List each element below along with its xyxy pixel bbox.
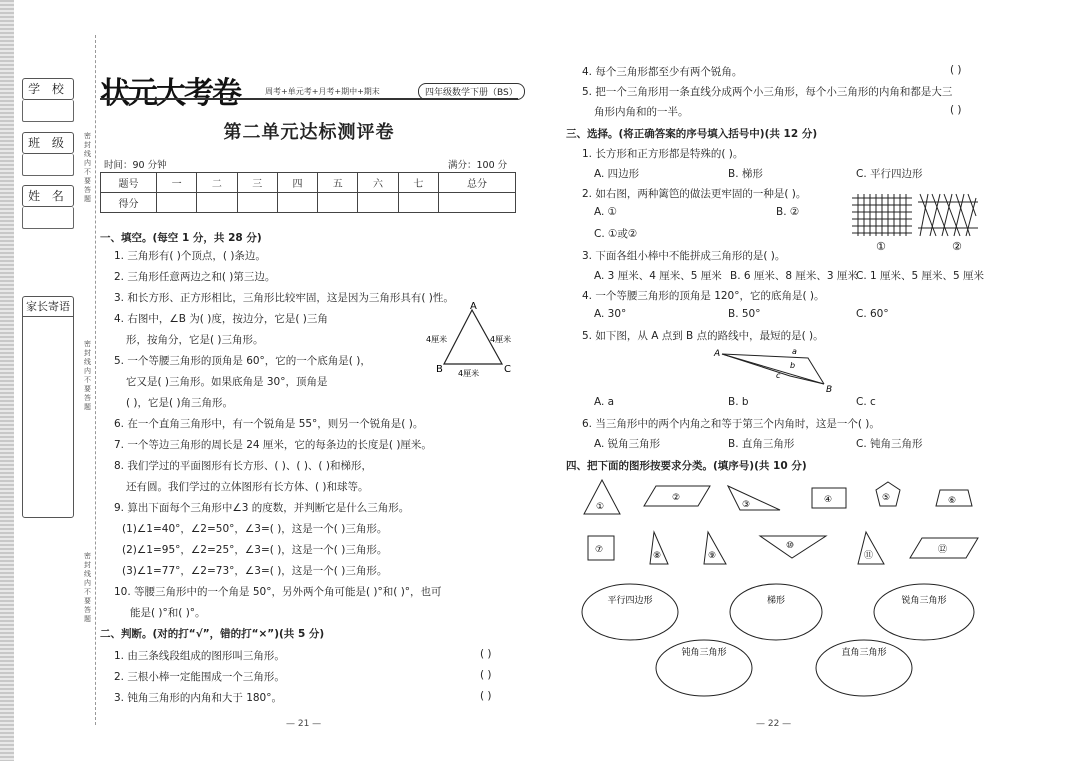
- fill-q5-line1: 5. 一个等腰三角形的顶角是 60°，它的一个底角是( )，: [114, 355, 371, 367]
- fill-q9-3: (3)∠1=77°，∠2=73°，∠3=( )，这是一个( )三角形。: [122, 565, 388, 577]
- judge-q3: 3. 钝角三角形的内角和大于 180°。: [114, 692, 282, 704]
- fence-triangles: [918, 194, 978, 236]
- score-cell: 五: [318, 173, 358, 193]
- score-table: [100, 172, 516, 213]
- score-cell: 六: [358, 173, 398, 193]
- choice-q2-opt-a[interactable]: A. ①: [594, 206, 618, 218]
- side-bc-label: 4厘米: [458, 369, 480, 378]
- oval-label: 梯形: [766, 596, 786, 606]
- choice-q6: 6. 当三角形中的两个内角之和等于第三个内角时，这是一个( )。: [582, 418, 880, 430]
- choice-q3-opt-b[interactable]: B. 6 厘米、8 厘米、3 厘米: [730, 270, 858, 282]
- choice-q2-opt-c[interactable]: C. ①或②: [594, 228, 638, 240]
- fill-q7: 7. 一个等边三角形的周长是 24 厘米，它的每条边的长度是( )厘米。: [114, 439, 432, 451]
- shape-num: ③: [742, 500, 751, 510]
- full-score: 满分：100 分: [448, 160, 508, 171]
- section-4-heading: 四、把下面的图形按要求分类。(填序号)(共 10 分): [566, 460, 807, 472]
- page-number-left: — 21 —: [286, 719, 322, 729]
- vertex-c-label: C: [504, 364, 511, 375]
- class-field[interactable]: [22, 154, 74, 176]
- exam-time: 时间：90 分钟: [104, 160, 167, 171]
- fill-q9: 9. 算出下面每个三角形中∠3 的度数，并判断它是什么三角形。: [114, 502, 410, 514]
- judge-q5-line1: 5. 把一个三角形用一条直线分成两个小三角形，每个小三角形的内角和都是大三: [582, 86, 953, 98]
- score-input[interactable]: [277, 193, 317, 213]
- answer-paren[interactable]: ( ): [950, 104, 962, 116]
- choice-q1-opt-c[interactable]: C. 平行四边形: [856, 168, 923, 180]
- classify-ovals: [580, 580, 980, 700]
- oval-label: 锐角三角形: [901, 596, 947, 606]
- score-cell: 总分: [438, 173, 515, 193]
- side-ab-label: 4厘米: [426, 335, 448, 344]
- oval-parallelogram[interactable]: [582, 584, 678, 640]
- fill-q10-line1: 10. 等腰三角形中的一个角是 50°，另外两个角可能是( )°和( )°，也可: [114, 586, 442, 598]
- judge-q4: 4. 每个三角形都至少有两个锐角。: [582, 66, 743, 78]
- route-figure: [712, 344, 842, 396]
- school-field[interactable]: [22, 100, 74, 122]
- name-field[interactable]: [22, 207, 74, 229]
- score-input[interactable]: [237, 193, 277, 213]
- binding-strip: [0, 0, 92, 761]
- choice-q4-opt-c[interactable]: C. 60°: [856, 308, 889, 320]
- shape-num: ⑦: [595, 545, 604, 555]
- score-input[interactable]: [197, 193, 237, 213]
- fill-q9-2: (2)∠1=95°，∠2=25°，∠3=( )，这是一个( )三角形。: [122, 544, 388, 556]
- score-cell: 三: [237, 173, 277, 193]
- score-header-row: [101, 173, 516, 193]
- page-title: 第二单元达标测评卷: [223, 122, 395, 143]
- score-value-row: [101, 193, 516, 213]
- choice-q2-opt-b[interactable]: B. ②: [776, 206, 800, 218]
- route-b-label: b: [790, 361, 796, 370]
- shape-num: ④: [824, 495, 833, 505]
- strip-pattern: [0, 0, 14, 761]
- route-c-label: c: [776, 371, 781, 380]
- fill-q5-line2: 它又是( )三角形。如果底角是 30°，顶角是: [126, 376, 328, 388]
- vertex-a-label: A: [470, 301, 477, 312]
- choice-q3-opt-a[interactable]: A. 3 厘米、4 厘米、5 厘米: [594, 270, 722, 282]
- triangle-abc-figure: [426, 301, 518, 378]
- fill-q9-1: (1)∠1=40°，∠2=50°，∠3=( )，这是一个( )三角形。: [122, 523, 388, 535]
- oval-label: 钝角三角形: [681, 648, 727, 658]
- score-input[interactable]: [398, 193, 438, 213]
- score-cell: 四: [277, 173, 317, 193]
- name-label: 姓 名: [22, 185, 74, 207]
- page-number-right: — 22 —: [756, 719, 792, 729]
- route-a-label: a: [792, 347, 797, 356]
- fence-1-label: ①: [876, 240, 886, 253]
- fence-2-label: ②: [952, 240, 962, 253]
- shape-num: ②: [672, 493, 681, 503]
- vertex-b-label: B: [436, 364, 443, 375]
- shape-3[interactable]: [728, 486, 780, 510]
- answer-paren[interactable]: ( ): [480, 669, 492, 681]
- choice-q3: 3. 下面各组小棒中不能拼成三角形的是( )。: [582, 250, 786, 262]
- choice-q1-opt-a[interactable]: A. 四边形: [594, 168, 640, 180]
- score-input[interactable]: [358, 193, 398, 213]
- shape-num: ⑫: [938, 545, 948, 555]
- score-cell: 题号: [101, 173, 157, 193]
- choice-q1-opt-b[interactable]: B. 梯形: [728, 168, 763, 180]
- point-a-label: A: [714, 349, 721, 359]
- choice-q1: 1. 长方形和正方形都是特殊的( )。: [582, 148, 744, 160]
- school-label: 学 校: [22, 78, 74, 100]
- answer-paren[interactable]: ( ): [950, 64, 962, 76]
- score-cell: 二: [197, 173, 237, 193]
- parent-note-title: 家长寄语: [23, 297, 73, 317]
- choice-q6-opt-a[interactable]: A. 锐角三角形: [594, 438, 661, 450]
- choice-q4: 4. 一个等腰三角形的顶角是 120°，它的底角是( )。: [582, 290, 825, 302]
- seal-note-3: 密封线内不要答题: [84, 552, 91, 623]
- score-label: 得分: [101, 193, 157, 213]
- seal-note-1: 密封线内不要答题: [84, 132, 91, 203]
- side-logo: [24, 548, 76, 718]
- shape-num: ⑤: [882, 493, 891, 503]
- oval-label: 平行四边形: [607, 596, 653, 606]
- fill-q4-line1: 4. 右图中，∠B 为( )度，按边分，它是( )三角: [114, 313, 328, 325]
- answer-paren[interactable]: ( ): [480, 648, 492, 660]
- shape-num: ①: [596, 502, 605, 512]
- score-input[interactable]: [318, 193, 358, 213]
- fence-grid: [852, 194, 912, 236]
- choice-q6-opt-b[interactable]: B. 直角三角形: [728, 438, 795, 450]
- choice-q4-opt-b[interactable]: B. 50°: [728, 308, 761, 320]
- choice-q5-opt-a[interactable]: A. a: [594, 396, 615, 408]
- header-rule: [100, 98, 518, 100]
- parent-note-box[interactable]: [22, 296, 74, 518]
- fill-q8-line2: 还有圆。我们学过的立体图形有长方体、( )和球等。: [126, 481, 369, 493]
- choice-q5: 5. 如下图，从 A 点到 B 点的路线中，最短的是( )。: [582, 330, 824, 342]
- choice-q5-opt-b[interactable]: B. b: [728, 396, 749, 408]
- classify-shapes: [580, 476, 980, 576]
- section-1-heading: 一、填空。(每空 1 分，共 28 分): [100, 232, 262, 244]
- score-input[interactable]: [157, 193, 197, 213]
- fill-q6: 6. 在一个直角三角形中，有一个锐角是 55°，则另一个锐角是( )。: [114, 418, 424, 430]
- score-cell: 七: [398, 173, 438, 193]
- shape-num: ⑥: [948, 496, 957, 506]
- fill-q10-line2: 能是( )°和( )°。: [130, 607, 206, 619]
- fill-q2: 2. 三角形任意两边之和( )第三边。: [114, 271, 276, 283]
- choice-q4-opt-a[interactable]: A. 30°: [594, 308, 627, 320]
- choice-q6-opt-c[interactable]: C. 钝角三角形: [856, 438, 923, 450]
- section-3-heading: 三、选择。(将正确答案的序号填入括号中)(共 12 分): [566, 128, 818, 140]
- shape-num: ⑪: [864, 551, 874, 561]
- brand-logo: 状元大考卷: [100, 76, 240, 111]
- score-cell: 一: [157, 173, 197, 193]
- choice-q3-opt-c[interactable]: C. 1 厘米、5 厘米、5 厘米: [856, 270, 985, 282]
- fill-q4-line2: 形，按角分，它是( )三角形。: [126, 334, 264, 346]
- choice-q5-opt-c[interactable]: C. c: [856, 396, 876, 408]
- judge-q5-line2: 角形内角和的一半。: [594, 106, 689, 118]
- grade-badge: 四年级数学下册（BS）: [418, 83, 525, 100]
- fill-q1: 1. 三角形有( )个顶点，( )条边。: [114, 250, 266, 262]
- fence-figures: [852, 188, 982, 258]
- point-b-label: B: [826, 385, 833, 395]
- judge-q1: 1. 由三条线段组成的图形叫三角形。: [114, 650, 285, 662]
- fill-q5-line3: ( )，它是( )角三角形。: [126, 397, 234, 409]
- score-input[interactable]: [438, 193, 515, 213]
- oval-trapezoid[interactable]: [730, 584, 822, 640]
- fill-q8-line1: 8. 我们学过的平面图形有长方形、( )、( )、( )和梯形，: [114, 460, 372, 472]
- side-ac-label: 4厘米: [490, 335, 512, 344]
- oval-label: 直角三角形: [841, 648, 887, 658]
- class-label: 班 级: [22, 132, 74, 154]
- section-2-heading: 二、判断。(对的打“√”，错的打“×”)(共 5 分): [100, 628, 325, 640]
- binding-line: [95, 35, 96, 725]
- series-text: 周考+单元考+月考+期中+期末: [265, 86, 380, 99]
- shape-num: ⑧: [653, 551, 662, 561]
- choice-q2: 2. 如右图，两种篱笆的做法更牢固的一种是( )。: [582, 188, 807, 200]
- shape-num: ⑩: [786, 541, 795, 551]
- seal-note-2: 密封线内不要答题: [84, 340, 91, 411]
- shape-num: ⑨: [708, 551, 717, 561]
- fill-q3: 3. 和长方形、正方形相比，三角形比较牢固，这是因为三角形具有( )性。: [114, 292, 454, 304]
- answer-paren[interactable]: ( ): [480, 690, 492, 702]
- oval-acute-triangle[interactable]: [874, 584, 974, 640]
- judge-q2: 2. 三根小棒一定能围成一个三角形。: [114, 671, 285, 683]
